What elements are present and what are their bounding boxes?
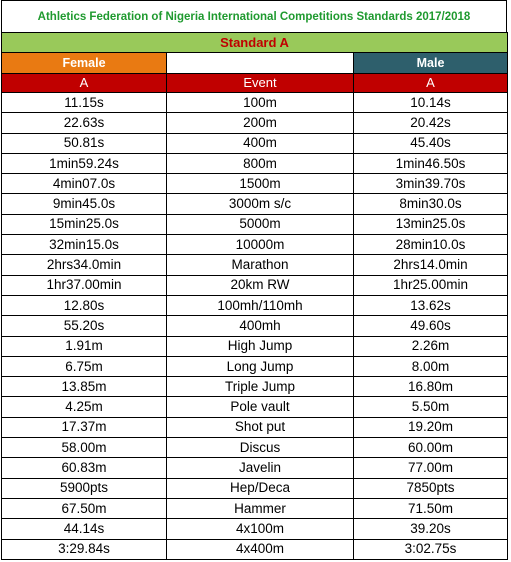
table-row — [2, 255, 508, 275]
male-standard-cell: 77.00m — [354, 458, 508, 478]
female-standard-header: A — [2, 74, 167, 93]
table-row — [2, 235, 508, 255]
table-row — [2, 377, 508, 397]
standards-sheet — [1, 0, 507, 560]
table-row — [2, 174, 508, 194]
blank-header — [167, 53, 354, 74]
standard-label: Standard A — [2, 33, 508, 53]
male-standard-cell: 8.00m — [354, 356, 508, 376]
standard-row — [2, 33, 508, 53]
female-standard-cell: 55.20s — [2, 316, 167, 336]
male-standard-cell: 16.80m — [354, 377, 508, 397]
event-cell: 10000m — [167, 235, 354, 255]
male-standard-cell: 1min46.50s — [354, 153, 508, 173]
female-standard-cell: 60.83m — [2, 458, 167, 478]
event-cell: Hep/Deca — [167, 478, 354, 498]
female-standard-cell: 44.14s — [2, 519, 167, 539]
event-cell: 3000m s/c — [167, 194, 354, 214]
event-cell: 100mh/110mh — [167, 295, 354, 315]
female-standard-cell: 58.00m — [2, 438, 167, 458]
female-standard-cell: 32min15.0s — [2, 235, 167, 255]
table-row — [2, 478, 508, 498]
event-cell: High Jump — [167, 336, 354, 356]
male-standard-cell: 49.60s — [354, 316, 508, 336]
female-header: Female — [2, 53, 167, 74]
female-standard-cell: 4min07.0s — [2, 174, 167, 194]
male-standard-cell: 13.62s — [354, 295, 508, 315]
male-standard-cell: 3min39.70s — [354, 174, 508, 194]
male-header: Male — [354, 53, 508, 74]
event-cell: Hammer — [167, 498, 354, 518]
female-standard-cell: 12.80s — [2, 295, 167, 315]
table-row — [2, 498, 508, 518]
event-cell: 400mh — [167, 316, 354, 336]
female-standard-cell: 22.63s — [2, 113, 167, 133]
table-row — [2, 539, 508, 559]
female-standard-cell: 1.91m — [2, 336, 167, 356]
table-row — [2, 133, 508, 153]
female-standard-cell: 13.85m — [2, 377, 167, 397]
table-row — [2, 458, 508, 478]
table-row — [2, 336, 508, 356]
male-standard-cell: 2.26m — [354, 336, 508, 356]
female-standard-cell: 11.15s — [2, 93, 167, 113]
male-standard-cell: 5.50m — [354, 397, 508, 417]
event-cell: Pole vault — [167, 397, 354, 417]
event-cell: Long Jump — [167, 356, 354, 376]
event-cell: 1500m — [167, 174, 354, 194]
table-row — [2, 275, 508, 295]
male-standard-cell: 45.40s — [354, 133, 508, 153]
event-cell: Marathon — [167, 255, 354, 275]
table-row — [2, 113, 508, 133]
female-standard-cell: 4.25m — [2, 397, 167, 417]
male-standard-cell: 8min30.0s — [354, 194, 508, 214]
event-cell: 20km RW — [167, 275, 354, 295]
female-standard-cell: 1min59.24s — [2, 153, 167, 173]
female-standard-cell: 3:29.84s — [2, 539, 167, 559]
event-cell: 5000m — [167, 214, 354, 234]
event-header: Event — [167, 74, 354, 93]
female-standard-cell: 2hrs34.0min — [2, 255, 167, 275]
female-standard-cell: 5900pts — [2, 478, 167, 498]
event-cell: 800m — [167, 153, 354, 173]
gender-header-row — [2, 53, 508, 74]
event-cell: Discus — [167, 438, 354, 458]
female-standard-cell: 6.75m — [2, 356, 167, 376]
table-row — [2, 356, 508, 376]
male-standard-cell: 7850pts — [354, 478, 508, 498]
male-standard-cell: 19.20m — [354, 417, 508, 437]
sheet-title: Athletics Federation of Nigeria International Competitions Standards 2017/2018 — [1, 0, 507, 32]
table-row — [2, 438, 508, 458]
event-cell: Triple Jump — [167, 377, 354, 397]
male-standard-cell: 10.14s — [354, 93, 508, 113]
table-row — [2, 153, 508, 173]
table-row — [2, 93, 508, 113]
male-standard-cell: 2hrs14.0min — [354, 255, 508, 275]
event-cell: Javelin — [167, 458, 354, 478]
female-standard-cell: 1hr37.00min — [2, 275, 167, 295]
event-cell: Shot put — [167, 417, 354, 437]
table-row — [2, 295, 508, 315]
female-standard-cell: 67.50m — [2, 498, 167, 518]
male-standard-cell: 1hr25.00min — [354, 275, 508, 295]
column-header-row — [2, 74, 508, 93]
male-standard-cell: 13min25.0s — [354, 214, 508, 234]
table-row — [2, 519, 508, 539]
event-cell: 100m — [167, 93, 354, 113]
male-standard-cell: 39.20s — [354, 519, 508, 539]
table-row — [2, 316, 508, 336]
male-standard-cell: 3:02.75s — [354, 539, 508, 559]
event-cell: 400m — [167, 133, 354, 153]
event-cell: 4x400m — [167, 539, 354, 559]
female-standard-cell: 17.37m — [2, 417, 167, 437]
table-row — [2, 397, 508, 417]
male-standard-cell: 71.50m — [354, 498, 508, 518]
male-standard-header: A — [354, 74, 508, 93]
male-standard-cell: 28min10.0s — [354, 235, 508, 255]
event-cell: 200m — [167, 113, 354, 133]
standards-table — [1, 32, 508, 560]
female-standard-cell: 15min25.0s — [2, 214, 167, 234]
female-standard-cell: 50.81s — [2, 133, 167, 153]
event-cell: 4x100m — [167, 519, 354, 539]
table-row — [2, 194, 508, 214]
table-row — [2, 214, 508, 234]
male-standard-cell: 60.00m — [354, 438, 508, 458]
female-standard-cell: 9min45.0s — [2, 194, 167, 214]
table-row — [2, 417, 508, 437]
male-standard-cell: 20.42s — [354, 113, 508, 133]
